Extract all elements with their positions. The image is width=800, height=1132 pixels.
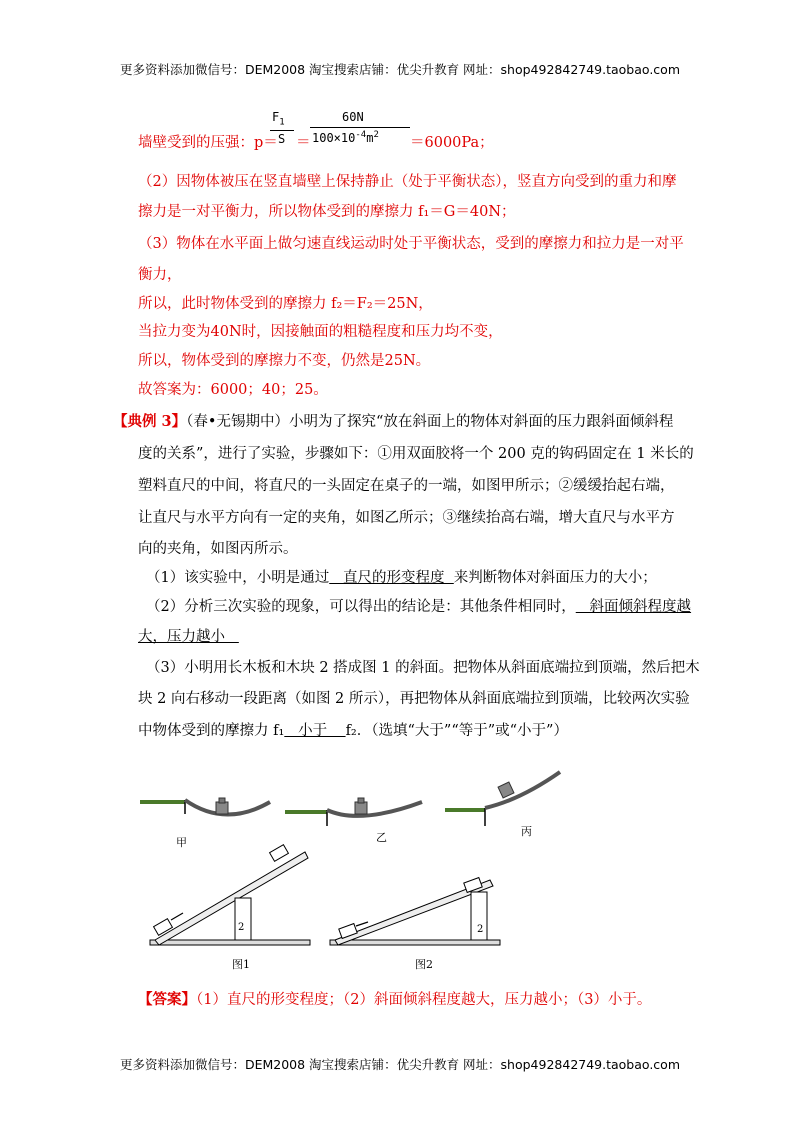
caption-fig2: 图2 <box>415 958 433 971</box>
formula-label: 墙壁受到的压强：p＝ <box>138 135 278 151</box>
example-text: （春•无锡期中）小明为了探究“放在斜面上的物体对斜面的压力跟斜面倾斜程 <box>186 414 674 430</box>
example-text: 塑料直尺的中间，将直尺的一头固定在桌子的一端，如图甲所示；②缓缓抬起右端， <box>138 478 675 494</box>
block-label-fig1: 2 <box>238 922 245 933</box>
block-label-fig2: 2 <box>477 924 484 935</box>
page-footer: 更多资料添加微信号：DEM2008 淘宝搜索店铺：优尖升教育 网址：shop492842749.taobao.com <box>119 1057 681 1072</box>
answer-line: 所以，此时物体受到的摩擦力 f₂＝F₂＝25N， <box>138 296 433 312</box>
example-tag: 【典例 3】 <box>113 413 187 430</box>
figure-2 <box>330 878 500 945</box>
answer-line: （3）物体在水平面上做匀速直线运动时处于平衡状态，受到的摩擦力和拉力是一对平 <box>138 236 684 252</box>
figure-yi <box>285 798 422 826</box>
fraction-1-numerator: $F_1$ <box>272 110 285 128</box>
fraction-1-bar <box>270 130 294 131</box>
question-2: （2）分析三次实验的现象，可以得出的结论是：其他条件相同时， 斜面倾斜程度越 <box>146 599 692 615</box>
figure-1 <box>150 845 310 945</box>
answer-blank-2-cont: 大，压力越小 <box>138 629 239 645</box>
answer-blank-2: 斜面倾斜程度越 <box>575 599 692 615</box>
answer-line: 衡力， <box>138 267 182 283</box>
fraction-2-bar <box>310 127 410 128</box>
formula-equals: ＝ <box>296 135 311 151</box>
label-jia: 甲 <box>176 836 187 849</box>
question-3: （3）小明用长木板和木块 2 搭成图 1 的斜面。把物体从斜面底端拉到顶端，然后把木 <box>146 660 700 676</box>
question-3-last: 中物体受到的摩擦力 f₁ 小于 f₂．（选填“大于”“等于”或“小于”） <box>138 723 568 739</box>
fraction-1-denominator: S <box>278 132 286 146</box>
example-text: 向的夹角，如图丙所示。 <box>138 541 298 557</box>
figure-bing <box>445 772 560 826</box>
fraction-2-numerator: 60N <box>342 110 364 124</box>
example-3-first-line <box>113 412 673 432</box>
answer-line: 擦力是一对平衡力，所以物体受到的摩擦力 f₁＝G＝40N； <box>138 204 516 220</box>
answer-line: 当拉力变为40N时，因接触面的粗糙程度和压力均不变， <box>138 324 503 340</box>
question-3: 块 2 向右移动一段距离（如图 2 所示），再把物体从斜面底端拉到顶端，比较两次实验 <box>138 691 690 707</box>
answer-blank-1: 直尺的形变程度 <box>329 570 454 586</box>
label-bing: 丙 <box>521 825 532 838</box>
figures-jia-yi-bing <box>140 770 660 850</box>
final-answer: 【答案】（1）直尺的形变程度；（2）斜面倾斜程度越大，压力越小；（3）小于。 <box>138 991 652 1008</box>
answer-blank-3: 小于 <box>284 723 346 739</box>
caption-fig1: 图1 <box>232 958 250 971</box>
example-text: 让直尺与水平方向有一定的夹角，如图乙所示；③继续抬高右端，增大直尺与水平方 <box>138 510 675 526</box>
answer-line: 所以，物体受到的摩擦力不变，仍然是25N。 <box>138 353 431 369</box>
figures-incline <box>145 840 515 955</box>
answer-line: 故答案为：6000；40；25。 <box>138 382 328 398</box>
figure-jia <box>140 798 270 815</box>
label-yi: 乙 <box>376 831 387 844</box>
fraction-2-denominator: $100\times 10^{-4}m^2$ <box>312 130 379 145</box>
page-header: 更多资料添加微信号：DEM2008 淘宝搜索店铺：优尖升教育 网址：shop492842749.taobao.com <box>119 62 681 77</box>
question-1: （1）该实验中，小明是通过 直尺的形变程度 来判断物体对斜面压力的大小； <box>146 570 657 586</box>
formula-result: ＝6000Pa； <box>410 135 494 151</box>
answer-line: （2）因物体被压在竖直墙壁上保持静止（处于平衡状态），竖直方向受到的重力和摩 <box>138 174 677 190</box>
answer-tag: 【答案】 <box>138 991 196 1008</box>
example-text: 度的关系”，进行了实验，步骤如下：①用双面胶将一个 200 克的钩码固定在 1 米长的 <box>138 446 694 462</box>
